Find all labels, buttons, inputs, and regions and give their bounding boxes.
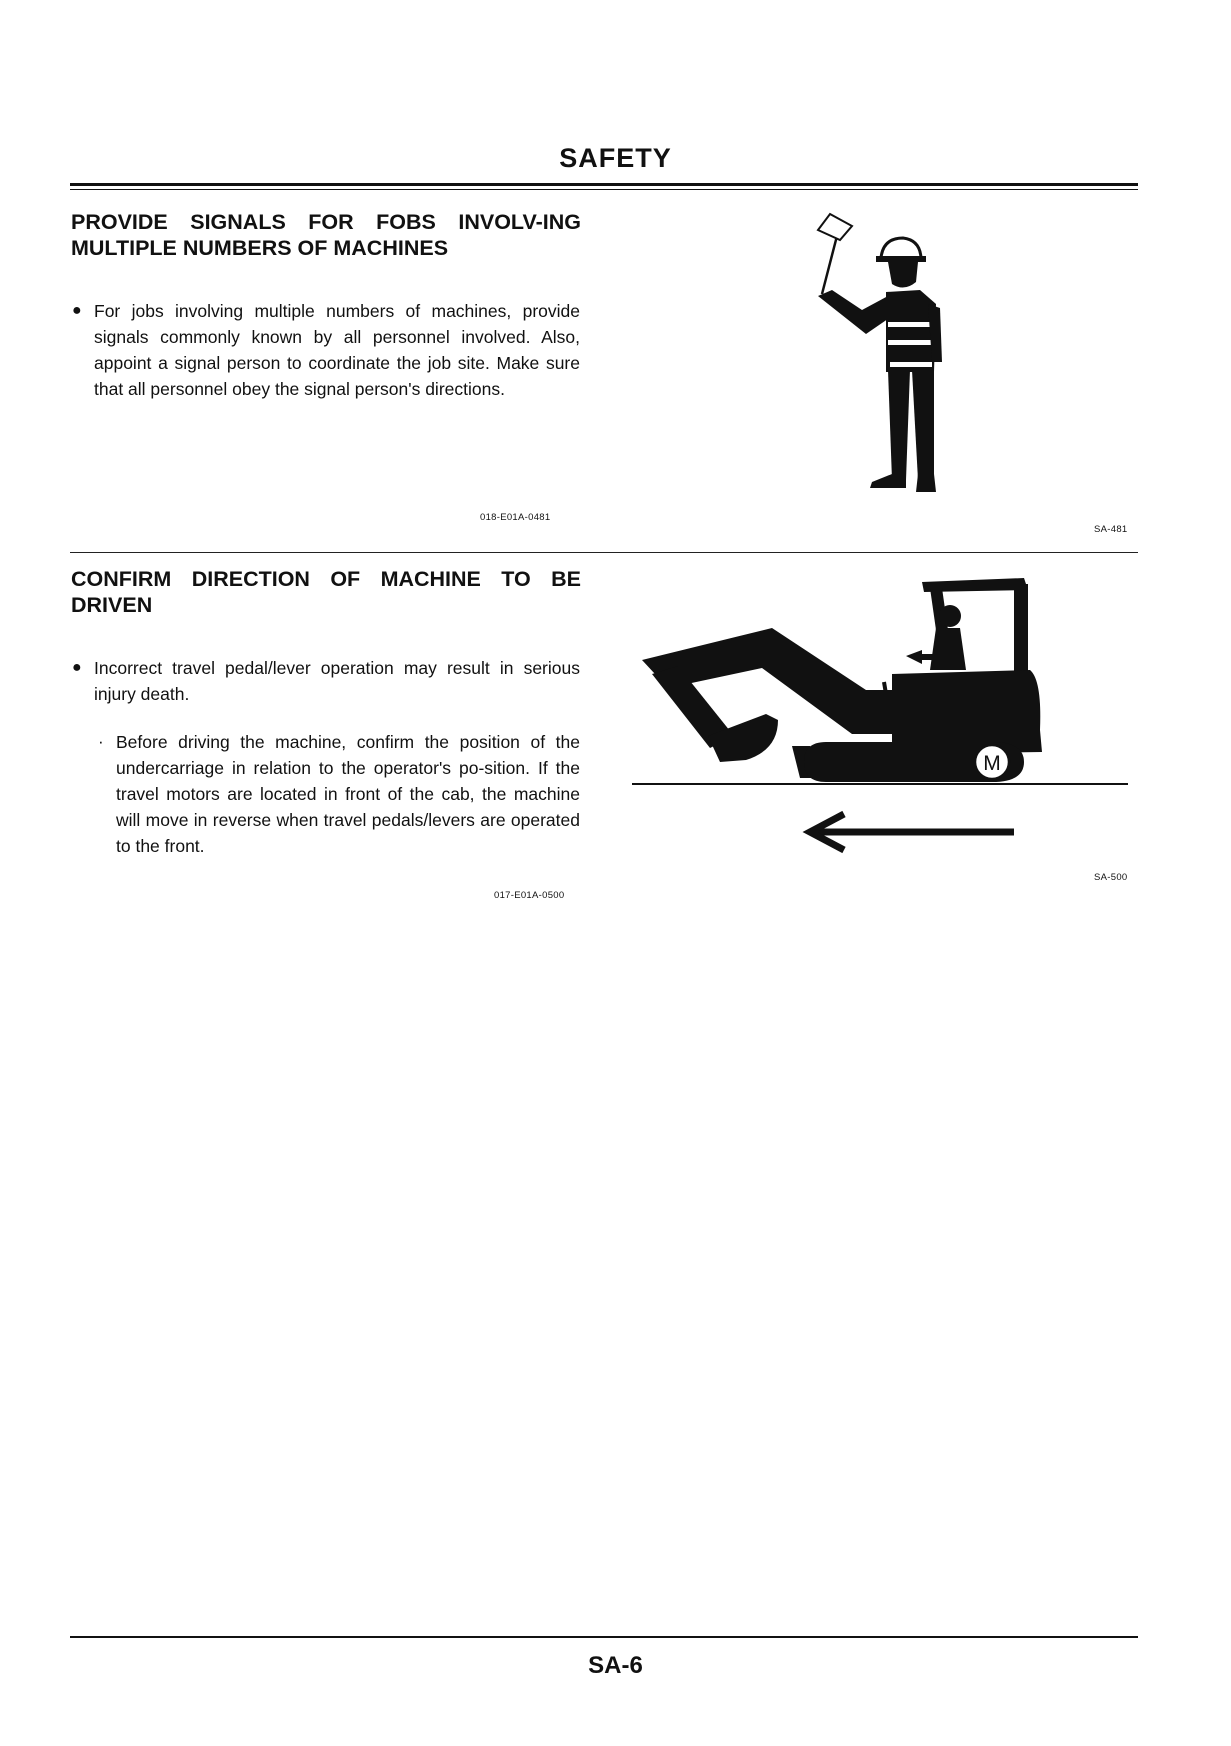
list-item [72, 298, 580, 402]
section-title-direction: CONFIRM DIRECTION OF MACHINE TO BE DRIVEN [71, 567, 581, 617]
motor-label: M [983, 752, 1001, 775]
page-number: SA-6 [588, 1652, 643, 1679]
bullet-icon: ● [72, 659, 82, 676]
footer-rule [70, 1636, 1138, 1638]
list-item [72, 655, 580, 707]
header-rule [70, 183, 1138, 186]
header-rule-thin [70, 189, 1138, 190]
signal-person-with-flag-icon [800, 212, 960, 502]
text-code: 017-E01A-0500 [494, 890, 565, 901]
page-title: SAFETY [559, 143, 672, 173]
bullet-text: Incorrect travel pedal/lever operation may result in serious injury death. [94, 658, 580, 704]
figure-code: SA-500 [1094, 872, 1128, 883]
figure-code: SA-481 [1094, 524, 1128, 535]
bullet-icon: ● [72, 302, 82, 319]
mini-excavator-icon [630, 570, 1130, 860]
sub-bullet-text: Before driving the machine, confirm the position of the undercarriage in relation to the operator's po-sition. If the travel motors are located in front of the cab, the machine will move in reverse when travel pedals/levers are operated to the front. [116, 732, 580, 856]
section-title-signals: PROVIDE SIGNALS FOR FOBS INVOLV-ING MULTIPLE NUMBERS OF MACHINES [71, 210, 581, 260]
sub-list-item [98, 729, 580, 859]
text-code: 018-E01A-0481 [480, 512, 551, 523]
section-divider [70, 552, 1138, 553]
bullet-text: For jobs involving multiple numbers of machines, provide signals commonly known by all personnel involved. Also, appoint a signal person to coordinate the job site. Make sure that all personnel obey the signal person's directions. [94, 301, 580, 399]
sub-bullet-icon: · [98, 732, 104, 751]
